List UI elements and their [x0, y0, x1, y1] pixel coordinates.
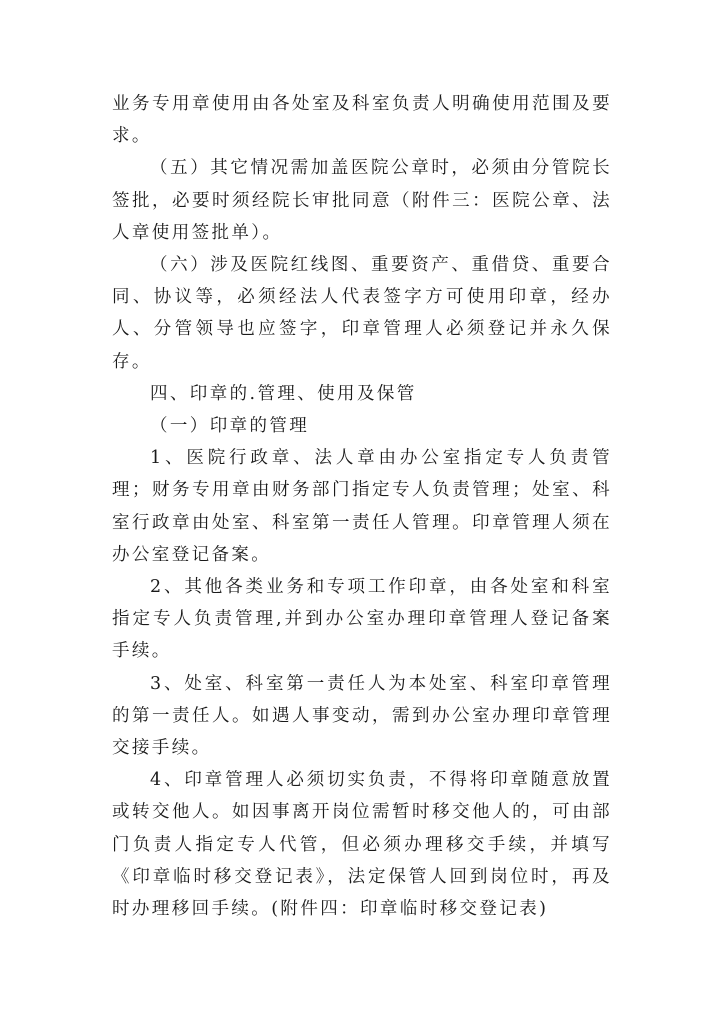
- paragraph-rule-3: 3、处室、科室第一责任人为本处室、科室印章管理的第一责任人。如遇人事变动，需到办公室办理印章管理交接手续。: [112, 673, 612, 759]
- paragraph-item-5: （五）其它情况需加盖医院公章时，必须由分管院长签批，必要时须经院长审批同意（附件三：医院公章、法人章使用签批单）。: [112, 158, 612, 243]
- paragraph-rule-2: 2、其他各类业务和专项工作印章，由各处室和科室指定专人负责管理,并到办公室办理印章管理人登记备案手续。: [112, 577, 612, 662]
- paragraph-item-6: （六）涉及医院红线图、重要资产、重借贷、重要合同、协议等，必须经法人代表签字方可使用印章，经办人、分管领导也应签字，印章管理人必须登记并永久保存。: [112, 255, 612, 372]
- paragraph-rule-1: 1、医院行政章、法人章由办公室指定专人负责管理；财务专用章由财务部门指定专人负责管理；处室、科室行政章由处室、科室第一责任人管理。印章管理人须在办公室登记备案。: [112, 448, 612, 565]
- document-body: [112, 88, 612, 925]
- subsection-heading: （一）印章的管理: [150, 416, 310, 437]
- section-heading: 四、印章的.管理、使用及保管: [150, 383, 417, 404]
- paragraph-rule-4: 4、印章管理人必须切实负责，不得将印章随意放置或转交他人。如因事离开岗位需暂时移交他人的，可由部门负责人指定专人代管，但必须办理移交手续，并填写《印章临时移交登记表》，法定保管人回到岗位时，再及时办理移回手续。(附件四：印章临时移交登记表): [112, 770, 612, 920]
- paragraph-continuation: 业务专用章使用由各处室及科室负责人明确使用范围及要求。: [112, 94, 612, 147]
